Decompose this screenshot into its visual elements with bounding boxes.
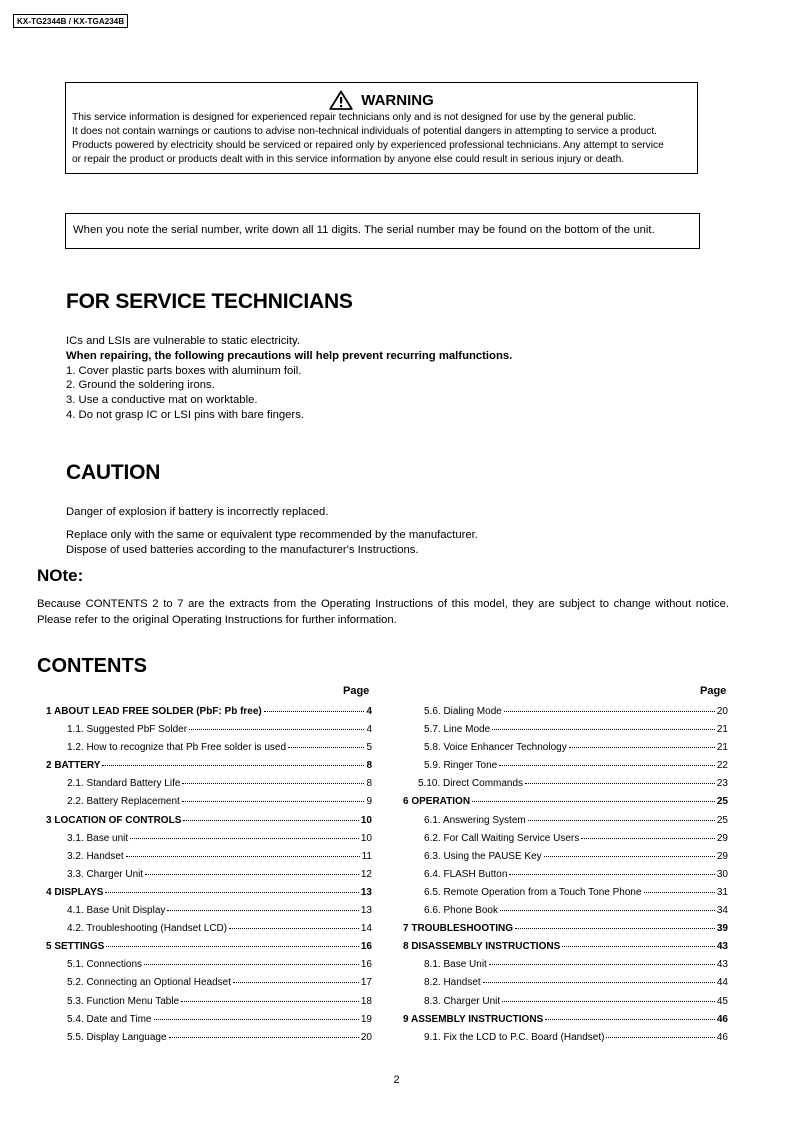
toc-leader-dots <box>544 853 715 857</box>
toc-leader-dots <box>189 726 364 730</box>
warning-title <box>72 89 691 111</box>
toc-entry-page: 13 <box>360 905 372 917</box>
toc-entry[interactable] <box>403 851 728 869</box>
toc-entry[interactable] <box>46 923 372 941</box>
toc-entry[interactable] <box>46 724 372 742</box>
toc-entry[interactable] <box>46 1032 372 1050</box>
toc-entry[interactable] <box>46 941 372 959</box>
toc-entry[interactable] <box>46 996 372 1014</box>
toc-entry[interactable] <box>46 959 372 977</box>
toc-leader-dots <box>502 998 715 1002</box>
toc-entry[interactable] <box>46 977 372 995</box>
service-step: 3. Use a conductive mat on worktable. <box>66 394 258 407</box>
toc-leader-dots <box>515 925 715 929</box>
toc-entry[interactable] <box>403 977 728 995</box>
toc-entry-page: 14 <box>360 923 372 935</box>
toc-leader-dots <box>145 871 359 875</box>
toc-entry[interactable] <box>403 706 728 724</box>
toc-entry-label: 6 OPERATION <box>403 796 471 808</box>
toc-entry[interactable] <box>403 905 728 923</box>
warning-triangle-icon <box>329 90 353 110</box>
toc-leader-dots <box>126 853 360 857</box>
toc-entry[interactable] <box>403 778 728 796</box>
toc-leader-dots <box>500 907 715 911</box>
page-column-label-left: Page <box>343 685 370 697</box>
toc-entry-label: 6.5. Remote Operation from a Touch Tone Phone <box>424 886 642 898</box>
model-number-tag: KX-TG2344B / KX-TGA234B <box>13 14 128 28</box>
warning-line-4: or repair the product or products dealt with in this service information by anyone else could result in serious injury or death. <box>72 154 625 165</box>
toc-entry[interactable] <box>46 869 372 887</box>
caution-text <box>66 505 478 557</box>
toc-entry-page: 30 <box>716 868 728 880</box>
toc-entry[interactable] <box>46 706 372 724</box>
toc-entry-label: 5.2. Connecting an Optional Headset <box>67 977 231 989</box>
contents-heading: CONTENTS <box>37 655 147 677</box>
toc-leader-dots <box>525 780 715 784</box>
toc-entry-page: 17 <box>360 977 372 989</box>
toc-leader-dots <box>606 1034 714 1038</box>
toc-leader-dots <box>183 817 359 821</box>
toc-entry-label: 3.2. Handset <box>67 850 124 862</box>
toc-entry-label: 6.3. Using the PAUSE Key <box>424 850 542 862</box>
toc-entry[interactable] <box>46 796 372 814</box>
toc-entry[interactable] <box>46 887 372 905</box>
toc-leader-dots <box>106 943 359 947</box>
toc-entry[interactable] <box>46 742 372 760</box>
toc-entry-page: 46 <box>716 1031 728 1043</box>
toc-entry-label: 9.1. Fix the LCD to P.C. Board (Handset) <box>424 1031 605 1043</box>
toc-entry-page: 13 <box>360 886 372 898</box>
toc-entry-label: 8.3. Charger Unit <box>424 995 501 1007</box>
toc-leader-dots <box>102 762 364 766</box>
toc-entry-label: 1.2. How to recognize that Pb Free solder is used <box>67 742 287 754</box>
toc-entry[interactable] <box>403 923 728 941</box>
toc-entry-label: 2 BATTERY <box>46 760 101 772</box>
toc-entry-label: 9 ASSEMBLY INSTRUCTIONS <box>403 1013 544 1025</box>
toc-entry-page: 23 <box>716 778 728 790</box>
toc-entry[interactable] <box>403 869 728 887</box>
toc-leader-dots <box>489 961 715 965</box>
toc-entry[interactable] <box>403 742 728 760</box>
toc-leader-dots <box>264 708 365 712</box>
toc-leader-dots <box>528 817 715 821</box>
toc-entry-page: 39 <box>716 923 728 935</box>
toc-entry-page: 12 <box>360 868 372 880</box>
toc-entry-page: 11 <box>361 850 372 862</box>
toc-entry-page: 5 <box>366 742 372 754</box>
service-step: 4. Do not grasp IC or LSI pins with bare fingers. <box>66 408 304 421</box>
toc-entry-page: 19 <box>360 1013 372 1025</box>
toc-entry-page: 8 <box>366 778 372 790</box>
toc-leader-dots <box>105 889 358 893</box>
toc-entry-label: 5.5. Display Language <box>67 1031 167 1043</box>
toc-leader-dots <box>562 943 715 947</box>
toc-leader-dots <box>144 961 359 965</box>
toc-leader-dots <box>229 925 359 929</box>
toc-entry-page: 43 <box>716 959 728 971</box>
toc-entry-page: 25 <box>716 814 728 826</box>
toc-entry-page: 22 <box>716 760 728 772</box>
toc-entry-page: 18 <box>360 995 372 1007</box>
toc-entry[interactable] <box>403 996 728 1014</box>
toc-entry-page: 45 <box>716 995 728 1007</box>
toc-leader-dots <box>181 998 359 1002</box>
toc-entry-label: 8.1. Base Unit <box>424 959 487 971</box>
toc-entry-label: 6.2. For Call Waiting Service Users <box>424 832 580 844</box>
service-intro: ICs and LSIs are vulnerable to static electricity. <box>66 335 300 347</box>
toc-entry[interactable] <box>46 815 372 833</box>
toc-entry-label: 4.2. Troubleshooting (Handset LCD) <box>67 923 228 935</box>
toc-leader-dots <box>569 744 715 748</box>
service-bold-line: When repairing, the following precautions will help prevent recurring malfunctions. <box>66 349 513 362</box>
toc-entry[interactable] <box>403 959 728 977</box>
toc-entry-label: 6.6. Phone Book <box>424 905 498 917</box>
toc-entry-label: 1.1. Suggested PbF Solder <box>67 724 188 736</box>
toc-entry[interactable] <box>46 833 372 851</box>
caution-heading: CAUTION <box>66 461 161 484</box>
warning-line-3: Products powered by electricity should be serviced or repaired only by experienced professional technicians. Any attempt to service <box>72 140 664 151</box>
note-heading: NOte: <box>37 566 84 585</box>
toc-left-column <box>46 706 372 1050</box>
toc-entry-page: 10 <box>360 814 372 826</box>
toc-entry-label: 4.1. Base Unit Display <box>67 905 166 917</box>
warning-box <box>65 82 698 174</box>
toc-entry-page: 21 <box>716 742 728 754</box>
toc-entry-page: 8 <box>366 760 372 772</box>
toc-entry-page: 20 <box>360 1031 372 1043</box>
toc-entry-label: 4 DISPLAYS <box>46 886 104 898</box>
caution-line-2: Replace only with the same or equivalent type recommended by the manufacturer. <box>66 528 478 541</box>
toc-leader-dots <box>483 979 715 983</box>
toc-entry-page: 29 <box>716 832 728 844</box>
toc-leader-dots <box>167 907 358 911</box>
toc-entry-label: 5 SETTINGS <box>46 941 105 953</box>
toc-entry-page: 16 <box>360 941 372 953</box>
toc-entry-label: 3 LOCATION OF CONTROLS <box>46 814 182 826</box>
toc-leader-dots <box>581 835 715 839</box>
toc-entry[interactable] <box>46 851 372 869</box>
caution-line-1: Danger of explosion if battery is incorrectly replaced. <box>66 506 329 518</box>
toc-entry-label: 3.1. Base unit <box>67 832 129 844</box>
service-precautions <box>66 334 512 423</box>
toc-entry-label: 8 DISASSEMBLY INSTRUCTIONS <box>403 941 561 953</box>
toc-entry-label: 6.4. FLASH Button <box>424 868 508 880</box>
caution-line-3: Dispose of used batteries according to the manufacturer's Instructions. <box>66 543 419 556</box>
toc-leader-dots <box>504 708 715 712</box>
toc-entry[interactable] <box>403 1014 728 1032</box>
toc-entry-page: 43 <box>716 941 728 953</box>
toc-entry[interactable] <box>403 833 728 851</box>
service-step: 1. Cover plastic parts boxes with aluminum foil. <box>66 364 302 377</box>
toc-entry[interactable] <box>403 1032 728 1050</box>
toc-entry-label: 8.2. Handset <box>424 977 481 989</box>
toc-entry[interactable] <box>403 760 728 778</box>
toc-entry-label: 1 ABOUT LEAD FREE SOLDER (PbF: Pb free) <box>46 706 262 717</box>
toc-leader-dots <box>130 835 359 839</box>
toc-entry[interactable] <box>403 796 728 814</box>
toc-entry-label: 2.1. Standard Battery Life <box>67 778 181 790</box>
toc-entry-label: 5.4. Date and Time <box>67 1013 152 1025</box>
toc-entry-label: 6.1. Answering System <box>424 814 526 826</box>
toc-entry-label: 5.7. Line Mode <box>424 724 491 736</box>
warning-line-1: This service information is designed for experienced repair technicians only and is not designed for use by the general public. <box>72 112 637 123</box>
toc-entry[interactable] <box>403 941 728 959</box>
toc-entry[interactable] <box>403 724 728 742</box>
service-step: 2. Ground the soldering irons. <box>66 379 215 392</box>
toc-entry-page: 34 <box>716 905 728 917</box>
toc-leader-dots <box>472 798 715 802</box>
toc-entry-label: 2.2. Battery Replacement <box>67 796 180 808</box>
toc-leader-dots <box>154 1016 359 1020</box>
note-text: Because CONTENTS 2 to 7 are the extracts from the Operating Instructions of this model, they are subject to change without notice. Please refer to the original Operating Instructions for further information. <box>37 598 729 626</box>
toc-entry-page: 31 <box>716 886 728 898</box>
warning-line-2: It does not contain warnings or cautions to advise non-technical individuals of potential dangers in attempting to service a product. <box>72 126 657 137</box>
toc-entry-page: 46 <box>716 1013 728 1025</box>
toc-leader-dots <box>545 1016 715 1020</box>
toc-entry-page: 25 <box>716 796 728 808</box>
toc-entry-page: 4 <box>366 706 372 717</box>
toc-entry-label: 5.9. Ringer Tone <box>424 760 498 772</box>
toc-entry-label: 3.3. Charger Unit <box>67 868 144 880</box>
toc-entry-page: 44 <box>716 977 728 989</box>
toc-entry-page: 29 <box>716 850 728 862</box>
toc-entry[interactable] <box>46 760 372 778</box>
warning-title-text: WARNING <box>361 91 434 109</box>
toc-leader-dots <box>644 889 715 893</box>
toc-entry[interactable] <box>46 778 372 796</box>
toc-entry[interactable] <box>46 1014 372 1032</box>
toc-entry-page: 21 <box>716 724 728 736</box>
page-number: 2 <box>393 1074 400 1086</box>
page-column-label-right: Page <box>700 685 727 697</box>
toc-leader-dots <box>288 744 364 748</box>
serial-number-note: When you note the serial number, write down all 11 digits. The serial number may be found on the bottom of the unit. <box>65 213 700 249</box>
toc-entry-label: 5.1. Connections <box>67 959 143 971</box>
toc-leader-dots <box>499 762 715 766</box>
toc-leader-dots <box>182 798 365 802</box>
toc-right-column <box>403 706 728 1050</box>
toc-leader-dots <box>233 979 359 983</box>
toc-entry[interactable] <box>403 887 728 905</box>
service-technicians-heading: FOR SERVICE TECHNICIANS <box>66 290 353 313</box>
toc-entry-page: 10 <box>360 832 372 844</box>
toc-entry-page: 20 <box>716 706 728 717</box>
toc-entry-label: 5.10. Direct Commands <box>418 778 524 790</box>
toc-entry-label: 5.8. Voice Enhancer Technology <box>424 742 567 754</box>
toc-entry-label: 5.3. Function Menu Table <box>67 995 180 1007</box>
toc-leader-dots <box>492 726 715 730</box>
toc-entry-page: 9 <box>366 796 372 808</box>
toc-entry[interactable] <box>403 815 728 833</box>
toc-leader-dots <box>169 1034 359 1038</box>
toc-entry[interactable] <box>46 905 372 923</box>
toc-leader-dots <box>182 780 364 784</box>
toc-entry-label: 5.6. Dialing Mode <box>424 706 502 717</box>
toc-entry-label: 7 TROUBLESHOOTING <box>403 923 514 935</box>
toc-leader-dots <box>509 871 714 875</box>
toc-entry-page: 4 <box>366 724 372 736</box>
toc-entry-page: 16 <box>360 959 372 971</box>
